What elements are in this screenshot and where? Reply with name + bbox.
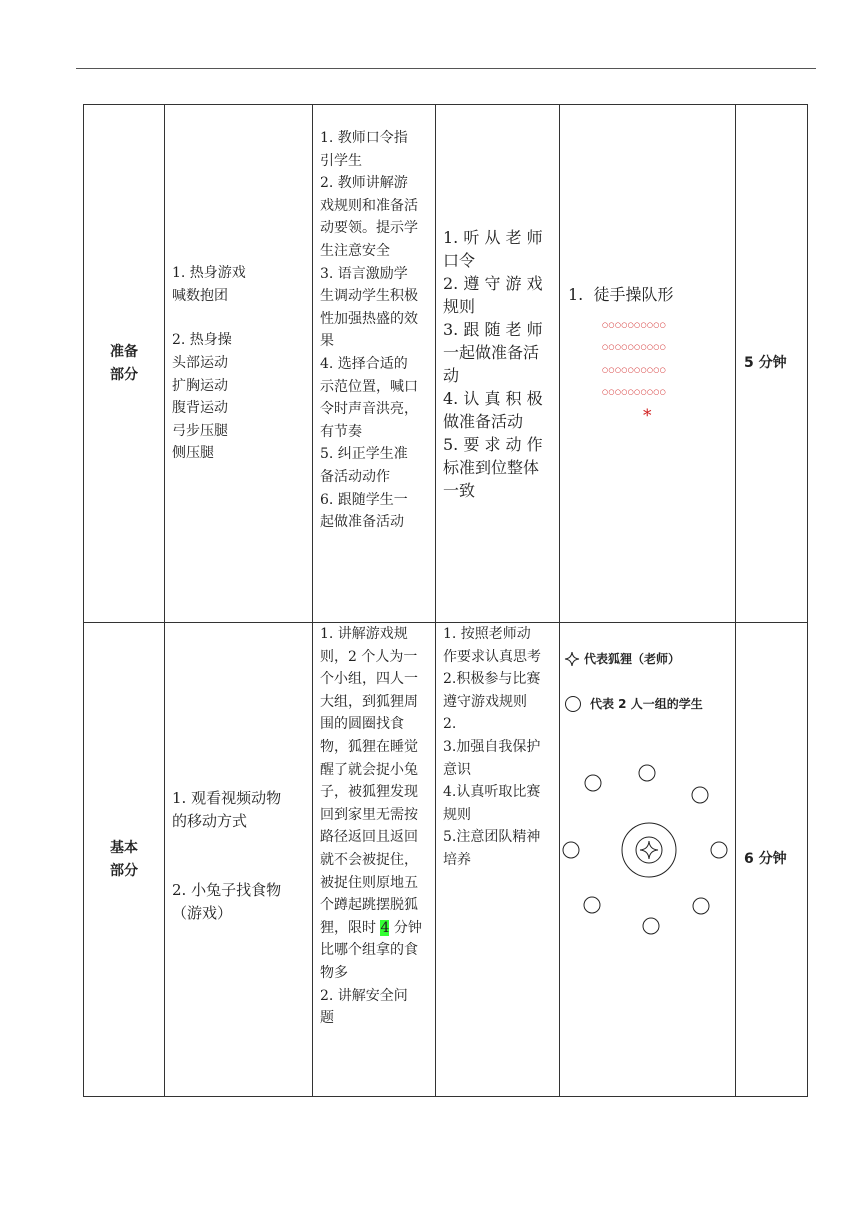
content-cell <box>165 105 313 623</box>
student-pair-circle <box>693 898 709 914</box>
time-cell: 5 分钟 <box>736 105 808 623</box>
table-row <box>84 105 808 623</box>
teacher-line: 有节奏 <box>320 423 362 440</box>
student-pair-circle <box>639 765 655 781</box>
teacher-line: 备活动动作 <box>320 468 390 485</box>
teacher-line: 3. 语言激励学 <box>320 265 408 282</box>
teacher-line: 则，2 个人为一 <box>320 648 418 665</box>
content-gap <box>172 833 312 856</box>
content-line: （游戏） <box>172 903 233 922</box>
student-formation <box>602 314 666 404</box>
student-line: 4. 认 真 积 极 <box>443 388 543 408</box>
student-line: 口令 <box>443 250 476 270</box>
student-line: 标准到位整体 <box>443 457 540 477</box>
student-pair-circle <box>585 775 601 791</box>
teacher-line: 物，狐狸在睡觉 <box>320 738 418 755</box>
student-line: 规则 <box>443 296 476 316</box>
teacher-text: 狸，限时 <box>320 919 381 936</box>
teacher-line: 令时声音洪亮， <box>320 401 418 418</box>
legend-pair-label: 代表 2 人一组的学生 <box>590 697 703 711</box>
game-diagram <box>560 623 735 1095</box>
section-label <box>84 623 165 1097</box>
content-line: 喊数抱团 <box>172 287 228 304</box>
teacher-line: 生注意安全 <box>320 242 390 259</box>
game-field <box>560 623 736 1095</box>
teacher-line: 围的圆圈找食 <box>320 716 404 733</box>
teacher-line: 引学生 <box>320 152 362 169</box>
student-pair-circle <box>563 842 579 858</box>
student-activity-cell <box>436 623 560 1097</box>
student-line: 1. 听 从 老 师 <box>443 227 543 247</box>
fox-den-inner-ring <box>636 837 662 863</box>
student-line: 规则 <box>443 806 471 823</box>
student-pair-circle <box>643 918 659 934</box>
student-line: 5. 要 求 动 作 <box>443 434 543 454</box>
teacher-line: 个蹲起跳摆脱狐 <box>320 897 418 914</box>
student-line: 5.注意团队精神 <box>443 829 541 846</box>
formation-row: ○○○○○○○○○○ <box>602 343 667 351</box>
teacher-marker-icon: * <box>643 405 652 426</box>
teacher-line: 大组，到狐狸周 <box>320 693 418 710</box>
teacher-activity-cell <box>313 105 436 623</box>
section-label-line: 基本 <box>110 839 138 856</box>
student-line: 培养 <box>443 851 471 868</box>
student-line: 做准备活动 <box>443 411 524 431</box>
table-row <box>84 623 808 1097</box>
formation-row: ○○○○○○○○○○ <box>602 320 667 329</box>
fox-den-outer-ring <box>622 823 676 877</box>
student-line: 4.认真听取比赛 <box>443 784 541 801</box>
section-label <box>84 105 165 623</box>
student-line: 3. 跟 随 老 师 <box>443 319 543 339</box>
section-label-line: 部分 <box>110 366 138 383</box>
teacher-line: 果 <box>320 333 334 350</box>
organization-cell <box>560 105 736 623</box>
student-line: 遵守游戏规则 <box>443 693 527 710</box>
content-line: 2. 热身操 <box>172 332 232 349</box>
content-line: 的移动方式 <box>172 811 248 830</box>
teacher-line: 被捉住则原地五 <box>320 874 418 891</box>
teacher-line: 起做准备活动 <box>320 514 404 531</box>
content-line: 1. 观看视频动物 <box>172 788 282 807</box>
legend-fox-label: 代表狐狸（老师） <box>584 652 681 666</box>
warmup-formation-diagram <box>560 284 735 444</box>
content-line: 侧压腿 <box>172 445 214 462</box>
student-line: 意识 <box>443 761 471 778</box>
content-line: 扩胸运动 <box>172 377 228 394</box>
teacher-line: 比哪个组拿的食 <box>320 942 418 959</box>
teacher-line: 回到家里无需按 <box>320 806 418 823</box>
student-line: 一起做准备活 <box>443 342 540 362</box>
teacher-line: 1. 讲解游戏规 <box>320 626 408 642</box>
formation-title: 1. 徒手操队形 <box>568 284 674 304</box>
student-activity-cell <box>436 105 560 623</box>
teacher-line: 路径返回且返回 <box>320 829 418 846</box>
teacher-line: 题 <box>320 1010 334 1027</box>
organization-cell <box>560 623 736 1097</box>
teacher-line: 物多 <box>320 964 348 981</box>
student-pair-circle <box>711 842 727 858</box>
student-pair-circle <box>692 787 708 803</box>
student-line: 1. 按照老师动 <box>443 626 531 642</box>
content-line: 2. 小兔子找食物 <box>172 880 282 899</box>
content-cell <box>165 623 313 1097</box>
teacher-line: 1. 教师口令指 <box>320 130 408 146</box>
content-gap <box>172 307 312 329</box>
teacher-line: 个小组，四人一 <box>320 671 418 688</box>
content-line: 头部运动 <box>172 354 228 371</box>
header-rule <box>76 68 816 69</box>
content-gap <box>172 856 312 879</box>
formation-row: ○○○○○○○○○○ <box>602 365 667 374</box>
section-label-line: 准备 <box>110 343 138 360</box>
student-line: 2. 遵 守 游 戏 <box>443 273 543 293</box>
formation-row: ○○○○○○○○○○ <box>602 388 667 396</box>
teacher-line: 2. 讲解安全问 <box>320 987 408 1004</box>
teacher-text: 分钟 <box>389 919 422 936</box>
student-line: 作要求认真思考 <box>443 648 541 665</box>
teacher-line: 示范位置，喊口 <box>320 378 418 395</box>
teacher-line: 生调动学生积极 <box>320 288 418 305</box>
teacher-activity-cell <box>313 623 436 1097</box>
teacher-line: 醒了就会捉小兔 <box>320 761 418 778</box>
teacher-line: 6. 跟随学生一 <box>320 491 408 508</box>
time-cell: 6 分钟 <box>736 623 808 1097</box>
teacher-line-time-limit <box>320 917 435 940</box>
teacher-line: 性加强热盛的效 <box>320 310 418 327</box>
teacher-line: 戏规则和准备活 <box>320 197 418 214</box>
section-label-line: 部分 <box>110 862 138 879</box>
student-line: 2. <box>443 716 457 733</box>
content-line: 1. 热身游戏 <box>172 265 246 282</box>
teacher-line: 动要领。提示学 <box>320 220 418 237</box>
student-line: 动 <box>443 365 460 385</box>
lesson-plan-table <box>83 104 808 1097</box>
teacher-line: 5. 纠正学生准 <box>320 446 408 463</box>
teacher-line: 2. 教师讲解游 <box>320 175 408 192</box>
fox-star-icon <box>640 841 658 859</box>
teacher-line: 就不会被捉住， <box>320 851 418 868</box>
student-line: 一致 <box>443 480 476 500</box>
teacher-line: 子，被狐狸发现 <box>320 784 418 801</box>
highlighted-minutes: 4 <box>380 919 390 936</box>
teacher-line: 4. 选择合适的 <box>320 355 408 372</box>
content-line: 腹背运动 <box>172 400 228 417</box>
student-line: 2.积极参与比赛 <box>443 671 541 688</box>
content-line: 弓步压腿 <box>172 422 228 439</box>
student-pair-circle <box>584 897 600 913</box>
student-line: 3.加强自我保护 <box>443 738 541 755</box>
